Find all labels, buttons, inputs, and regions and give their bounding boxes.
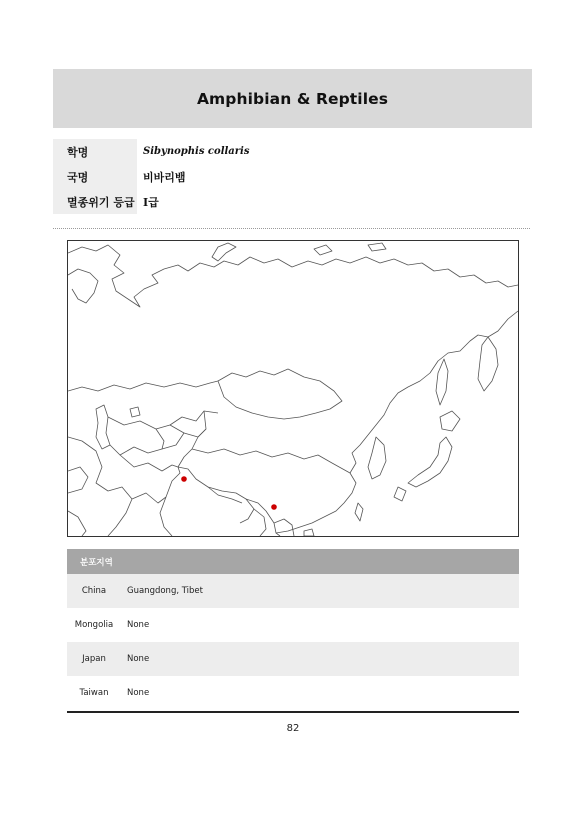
japan-hokkaido	[440, 411, 460, 431]
info-row-endangered-grade	[53, 189, 532, 214]
country-cell: China	[81, 586, 107, 596]
distribution-map	[67, 240, 519, 537]
novaya-zemlya	[212, 243, 236, 261]
header-band	[53, 69, 532, 128]
middle-east-borders	[68, 437, 132, 536]
central-asia-border	[68, 381, 218, 391]
marker-tibet	[181, 476, 187, 482]
japan-honshu	[408, 437, 452, 487]
info-row-korean-name	[53, 164, 532, 189]
endangered-grade-value: Ⅰ급	[143, 195, 159, 209]
hainan	[304, 529, 314, 536]
mongolia-border	[218, 369, 342, 419]
info-label: 학명	[53, 139, 137, 164]
table-row	[67, 574, 519, 608]
sakhalin	[436, 359, 448, 405]
distribution-table	[67, 549, 519, 710]
china-interior-border	[192, 449, 350, 473]
china-east-coast	[276, 435, 368, 533]
region-cell: None	[127, 688, 150, 698]
region-cell: None	[127, 620, 150, 630]
korea	[368, 437, 386, 479]
west-china-border	[178, 411, 206, 467]
india-coast	[160, 497, 172, 536]
aral-sea	[130, 407, 140, 417]
distribution-header: 분포지역	[67, 549, 519, 574]
species-info-table	[53, 139, 532, 214]
table-row	[67, 642, 519, 676]
middle-east-borders	[120, 455, 178, 503]
middle-east-borders	[68, 467, 88, 536]
page-title: Amphibian & Reptiles	[196, 89, 389, 108]
central-asia-borders	[108, 417, 184, 455]
table-row	[67, 676, 519, 710]
country-cell: Mongolia	[74, 620, 114, 630]
region-cell: Guangdong, Tibet	[127, 586, 203, 596]
table-row	[67, 608, 519, 642]
page-number: 82	[286, 723, 300, 734]
arctic-island	[314, 245, 332, 255]
scandinavia	[68, 269, 98, 303]
scientific-name-value: Sibynophis collaris	[143, 146, 250, 157]
arctic-island	[368, 243, 386, 251]
marker-guangdong	[271, 504, 277, 510]
russian-far-east-coast	[368, 311, 518, 435]
korean-name-value: 비바리뱀	[143, 170, 186, 184]
map-svg	[68, 241, 518, 536]
central-asia-borders	[156, 411, 218, 449]
caspian-sea	[96, 405, 110, 449]
info-label: 국명	[53, 164, 137, 189]
japan-kyushu	[394, 487, 406, 501]
region-cell: None	[127, 654, 150, 664]
info-label: 멸종위기 등급	[53, 189, 137, 214]
kamchatka	[478, 337, 498, 391]
country-cell: Taiwan	[79, 688, 109, 698]
country-cell: Japan	[82, 654, 106, 664]
table-bottom-rule	[67, 711, 519, 713]
info-row-scientific-name	[53, 139, 532, 164]
dotted-divider	[53, 228, 530, 229]
taiwan	[355, 503, 363, 521]
arctic-coastline	[68, 245, 518, 307]
